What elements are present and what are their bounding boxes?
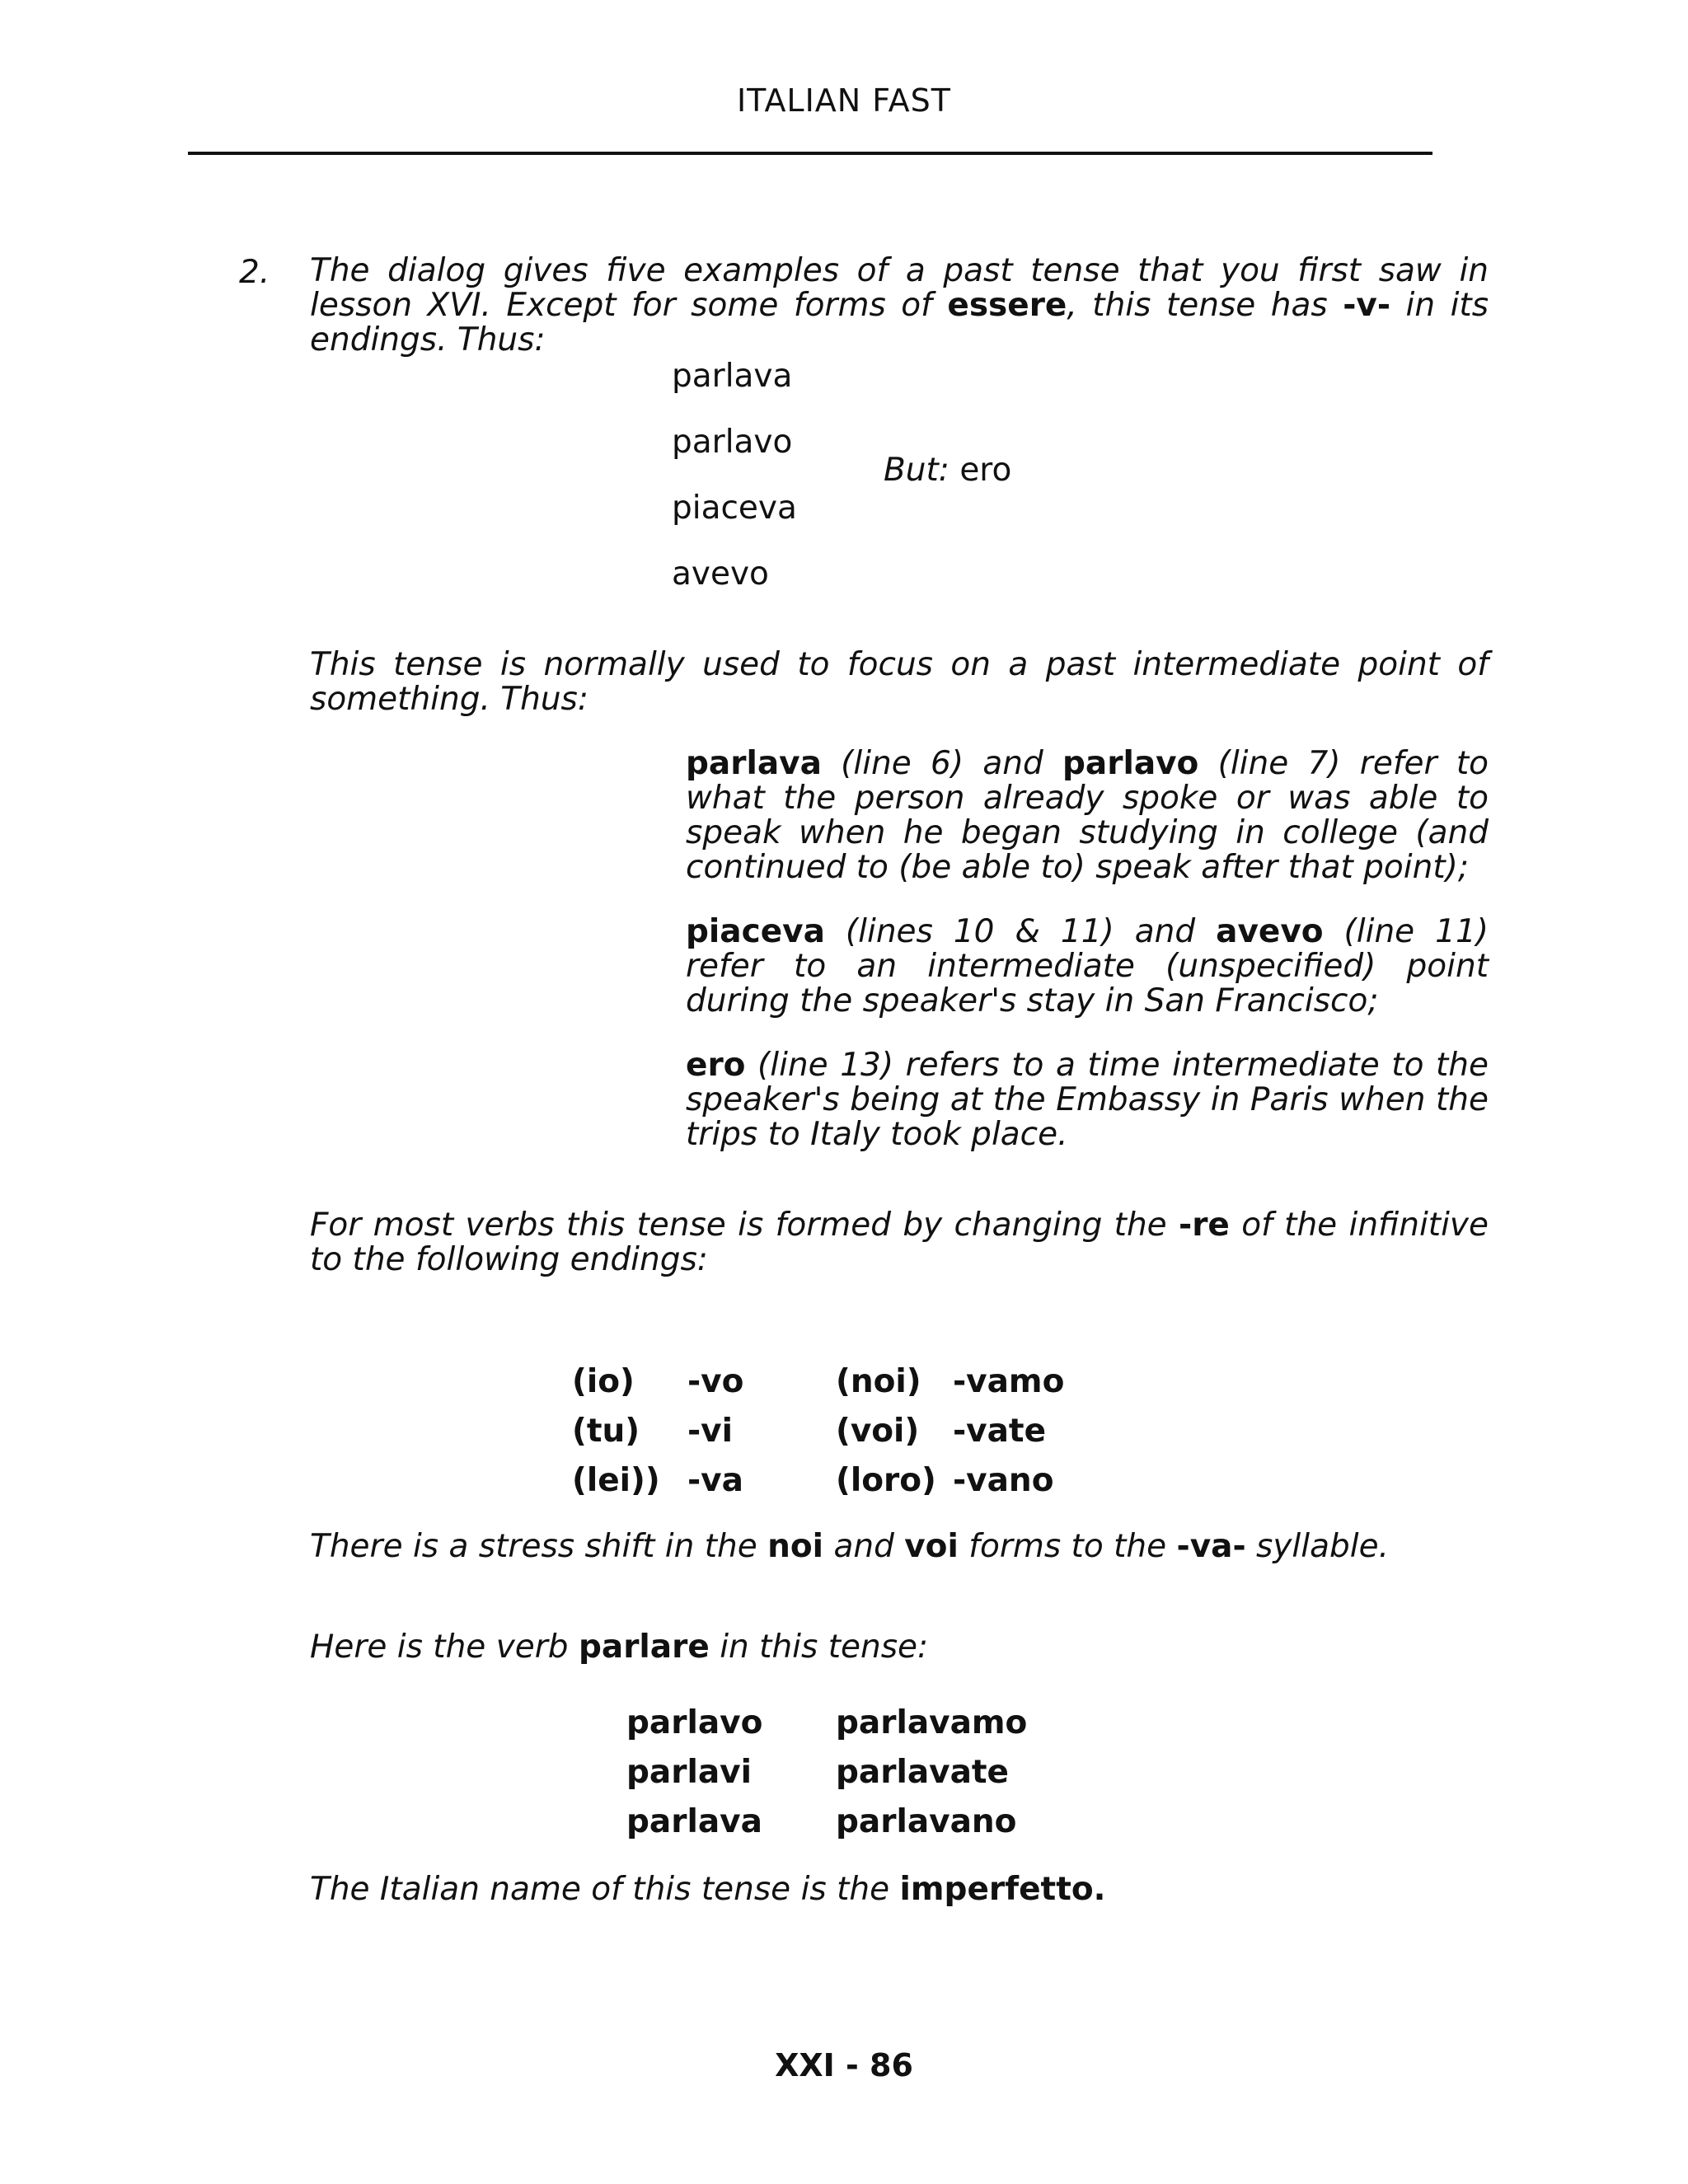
conjugation-plural: parlavate	[836, 1754, 1009, 1791]
note-bold: parlava	[686, 745, 822, 782]
stress-text: There is a stress shift in the	[310, 1528, 768, 1565]
conjugation-singular: parlavo	[626, 1704, 763, 1741]
formation-text-1: For most verbs this tense is formed by changing the	[310, 1207, 1179, 1244]
usage-paragraph: This tense is normally used to focus on a past intermediate point of something. Thus:	[310, 646, 1489, 718]
conjugation-singular: parlavi	[626, 1754, 752, 1791]
note-bold: piaceva	[686, 913, 825, 950]
endings-pronoun: (io)	[572, 1363, 635, 1400]
endings-suffix: -vi	[687, 1413, 733, 1450]
note-paragraph	[686, 1048, 1489, 1152]
stress-text: and	[823, 1528, 905, 1565]
note-paragraph	[686, 915, 1489, 1019]
intro-text-1: The dialog gives five examples of a past tense that you first saw in lesson XVI. Except for some forms of	[310, 252, 1489, 324]
intro-text-3: in its endings. Thus:	[310, 287, 1489, 359]
example-word: parlavo	[672, 424, 793, 461]
stress-bold: noi	[767, 1528, 824, 1565]
tense-name-text: The Italian name of this tense is the	[310, 1871, 900, 1908]
tense-name-bold: imperfetto	[899, 1871, 1094, 1908]
note-bold: ero	[686, 1047, 746, 1084]
endings-suffix: -vano	[953, 1462, 1054, 1499]
note-bold: avevo	[1216, 913, 1324, 950]
example-word: parlava	[672, 358, 793, 395]
intro-bold-essere: essere	[947, 287, 1067, 324]
stress-text: forms to the	[958, 1528, 1177, 1565]
endings-suffix: -vo	[687, 1363, 744, 1400]
stress-text: syllable.	[1245, 1528, 1389, 1565]
verb-intro-text: Here is the verb	[310, 1629, 579, 1666]
formation-bold-re: -re	[1179, 1207, 1230, 1244]
note-text: (line 6) and	[821, 745, 1062, 782]
endings-pronoun: (voi)	[836, 1413, 920, 1450]
example-word: avevo	[672, 555, 769, 593]
item-number: 2.	[239, 254, 270, 291]
formation-text-2: of the infinitive to the following endings:	[310, 1207, 1489, 1278]
running-header: ITALIAN FAST	[736, 82, 952, 119]
note-text: (line 11) refer to an intermediate (unspecified) point during the speaker's stay in San Francisco;	[686, 913, 1489, 1019]
formation-paragraph	[310, 1208, 1489, 1277]
verb-intro	[310, 1629, 928, 1666]
but-example	[884, 452, 1011, 489]
endings-pronoun: (lei))	[572, 1462, 660, 1499]
endings-suffix: -vamo	[953, 1363, 1065, 1400]
intro-paragraph	[310, 254, 1489, 358]
endings-pronoun: (tu)	[572, 1413, 640, 1450]
endings-pronoun: (noi)	[836, 1363, 921, 1400]
header-divider	[188, 152, 1432, 155]
endings-suffix: -va	[687, 1462, 743, 1499]
stress-bold: voi	[904, 1528, 959, 1565]
intro-bold-v: -v-	[1343, 287, 1391, 324]
but-label: But:	[884, 452, 950, 489]
tense-name-period: .	[1093, 1871, 1106, 1908]
note-paragraph	[686, 747, 1489, 885]
verb-intro-bold: parlare	[578, 1629, 710, 1666]
note-text: (line 13) refers to a time intermediate to the speaker's being at the Embassy in Paris when the trips to Italy took place.	[686, 1047, 1489, 1153]
conjugation-plural: parlavamo	[836, 1704, 1028, 1741]
tense-name	[310, 1871, 1105, 1908]
intro-text-2: , this tense has	[1067, 287, 1343, 324]
stress-bold: -va-	[1176, 1528, 1246, 1565]
note-bold: parlavo	[1062, 745, 1199, 782]
endings-pronoun: (loro)	[836, 1462, 936, 1499]
conjugation-singular: parlava	[626, 1803, 762, 1840]
conjugation-plural: parlavano	[836, 1803, 1017, 1840]
endings-suffix: -vate	[953, 1413, 1047, 1450]
note-text: (lines 10 & 11) and	[824, 913, 1217, 950]
but-word: ero	[959, 452, 1012, 489]
note-text: (line 7) refer to what the person already spoke or was able to speak when he began studying in college (and continued to (be able to) speak after that point);	[686, 745, 1489, 886]
example-word: piaceva	[672, 490, 797, 527]
verb-intro-text: in this tense:	[709, 1629, 929, 1666]
stress-paragraph	[310, 1528, 1389, 1565]
page-number: XXI - 86	[775, 2047, 913, 2083]
